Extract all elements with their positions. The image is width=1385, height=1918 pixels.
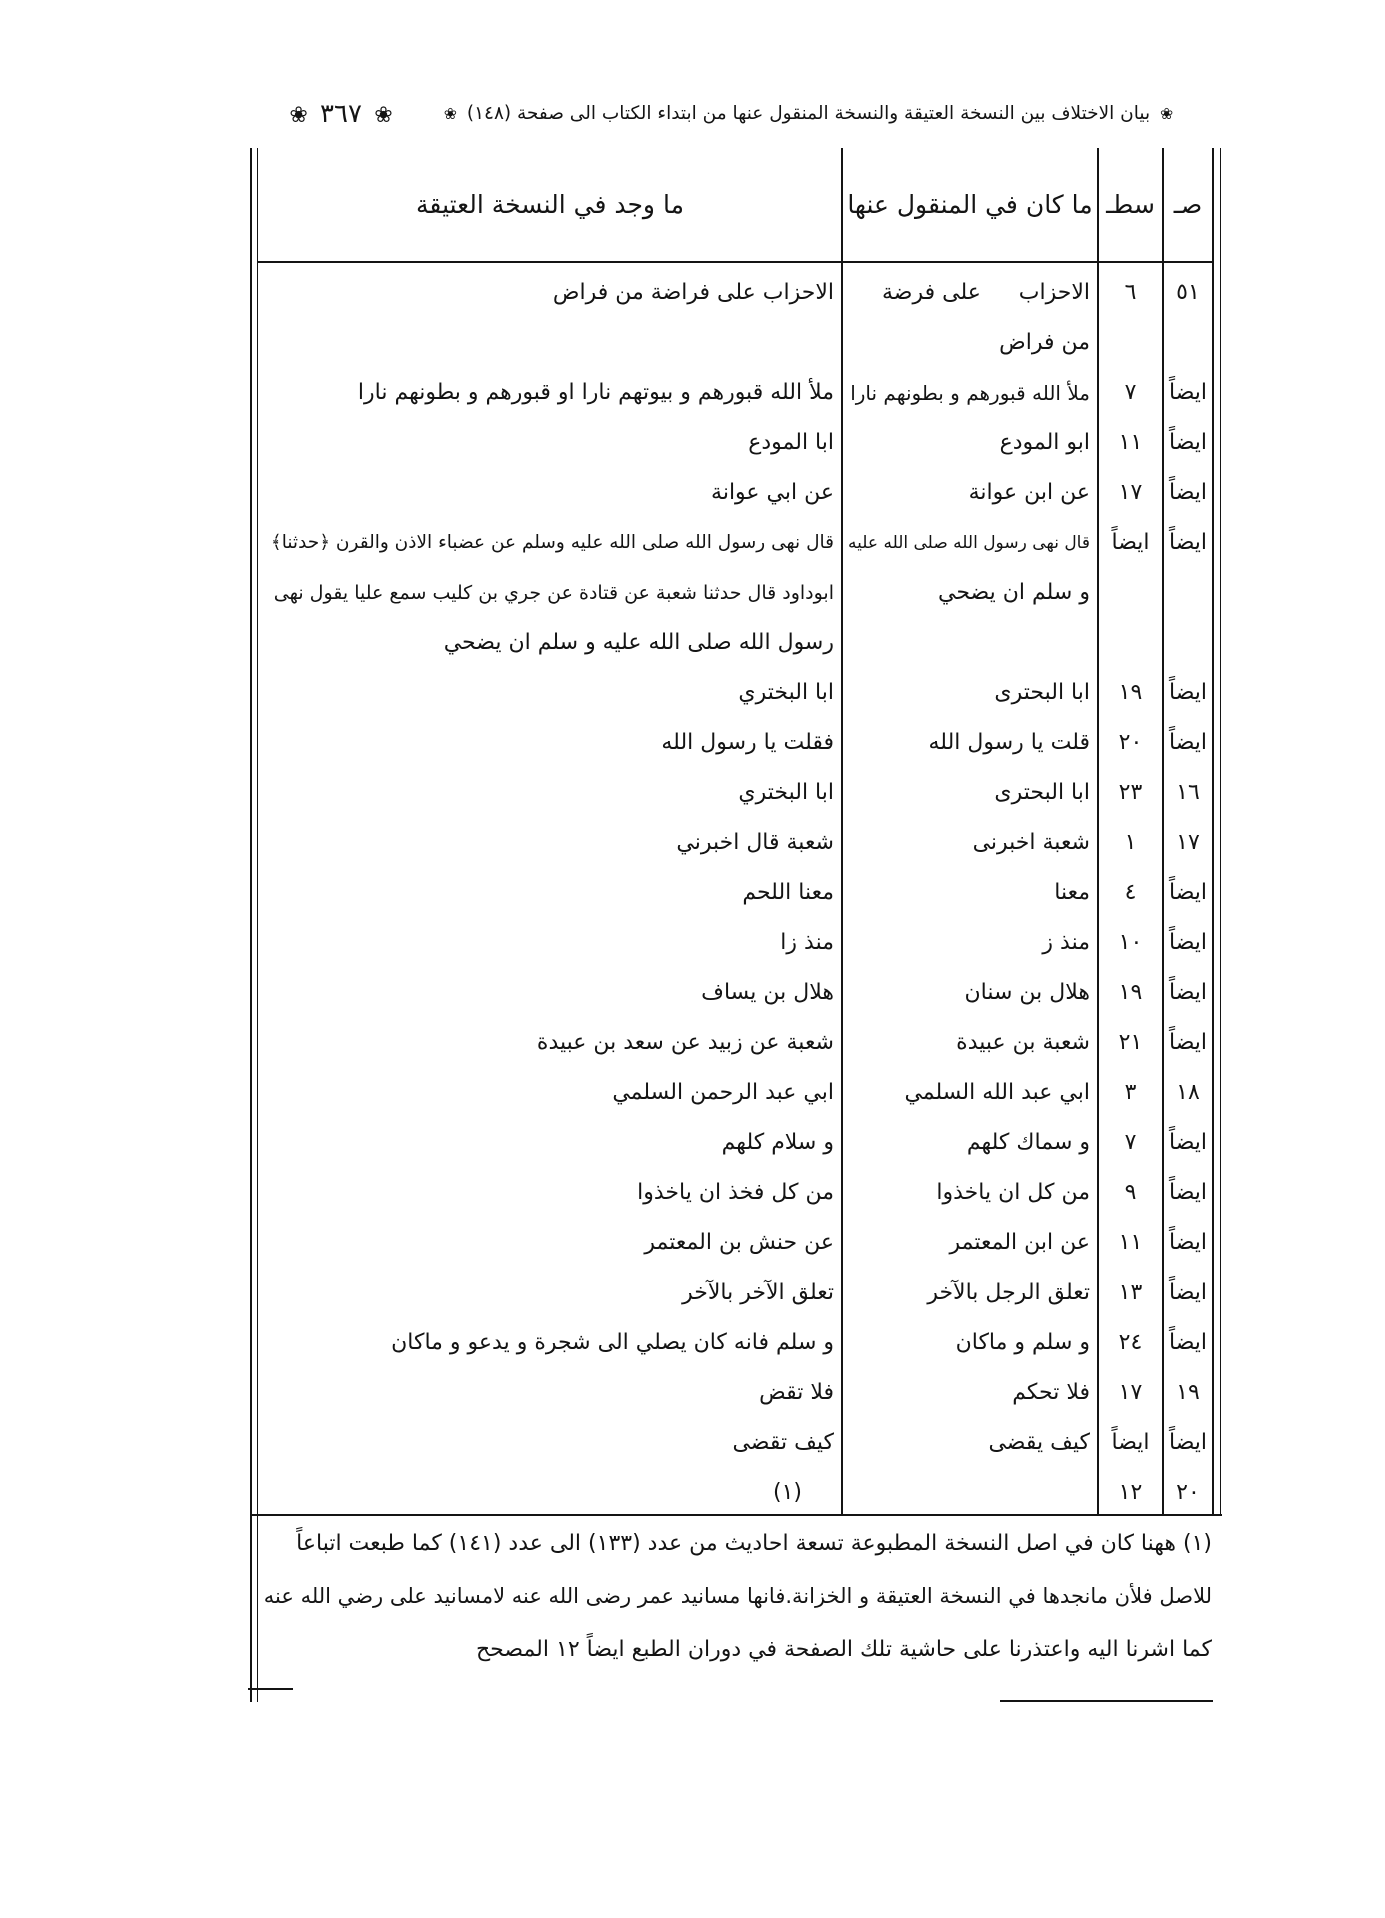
page-cell: ايضاً bbox=[1168, 380, 1208, 405]
line-cell: ايضاً bbox=[1111, 1430, 1150, 1455]
found-text-cell: تعلق الآخر بالآخر bbox=[682, 1280, 834, 1305]
table-row bbox=[258, 518, 1213, 568]
original-text-cell: تعلق الرجل بالآخر bbox=[927, 1280, 1090, 1305]
original-text-cell: ابو المودع bbox=[999, 430, 1090, 455]
original-text-cell: منذ ز bbox=[1042, 930, 1090, 955]
original-text-cell: شعبة اخبرنى bbox=[972, 830, 1090, 855]
found-text-cell: و سلام كلهم bbox=[721, 1130, 834, 1155]
line-cell: ٤ bbox=[1124, 880, 1137, 905]
original-text-cell: ابا البحترى bbox=[994, 680, 1090, 705]
found-text-cell: ابا البختري bbox=[738, 680, 834, 705]
line-cell: ٩ bbox=[1124, 1180, 1137, 1205]
page-bottom-rule-left bbox=[248, 1688, 293, 1690]
table-row bbox=[258, 1218, 1213, 1268]
table-row bbox=[258, 1168, 1213, 1218]
original-text-cell: عن ابن عوانة bbox=[968, 480, 1090, 505]
page-cell: ١٩ bbox=[1176, 1380, 1200, 1405]
line-cell: ١٩ bbox=[1118, 680, 1143, 705]
line-cell: ٢٠ bbox=[1118, 730, 1143, 755]
page-cell: ايضاً bbox=[1168, 930, 1208, 955]
line-cell: ١١ bbox=[1118, 1230, 1143, 1255]
original-text-part: على فرضة bbox=[882, 280, 981, 305]
table-row bbox=[258, 618, 1213, 668]
line-cell: ٧ bbox=[1124, 1130, 1137, 1155]
page-cell: ايضاً bbox=[1168, 980, 1208, 1005]
original-text-cell: فلا تحكم bbox=[1012, 1380, 1090, 1405]
page-number bbox=[255, 90, 427, 138]
page-cell: ايضاً bbox=[1168, 1280, 1208, 1305]
original-text-cell: كيف يقضى bbox=[988, 1430, 1090, 1455]
line-cell: ١٣ bbox=[1118, 1280, 1143, 1305]
table-row bbox=[258, 568, 1213, 618]
original-text-cell: عن ابن المعتمر bbox=[949, 1230, 1090, 1255]
table-row bbox=[258, 1318, 1213, 1368]
ornament-icon: ❀ bbox=[289, 103, 308, 128]
table-row bbox=[258, 1118, 1213, 1168]
original-text-cell bbox=[842, 268, 1098, 318]
found-text-cell: كيف تقضى bbox=[732, 1430, 834, 1455]
table-row bbox=[258, 868, 1213, 918]
table-row bbox=[258, 1418, 1213, 1468]
original-text-cell: من فراض bbox=[999, 330, 1090, 355]
table-row bbox=[258, 818, 1213, 868]
page-cell: ١٨ bbox=[1176, 1080, 1200, 1105]
page-cell bbox=[1163, 618, 1213, 668]
found-text-cell bbox=[258, 318, 842, 368]
page-cell: ٥١ bbox=[1176, 280, 1200, 305]
original-text-cell: شعبة بن عبيدة bbox=[956, 1030, 1090, 1055]
page-cell: ايضاً bbox=[1168, 1430, 1208, 1455]
line-cell: ١٧ bbox=[1118, 480, 1143, 505]
line-cell: ١٩ bbox=[1118, 980, 1143, 1005]
page-number-text: ٣٦٧ bbox=[320, 99, 362, 129]
found-text-cell: عن حنش بن المعتمر bbox=[644, 1230, 834, 1255]
page-cell: ايضاً bbox=[1168, 430, 1208, 455]
line-cell: ايضاً bbox=[1111, 530, 1150, 555]
original-text-cell: و سماك كلهم bbox=[966, 1130, 1090, 1155]
page-cell: ايضاً bbox=[1168, 1130, 1208, 1155]
table-row bbox=[258, 318, 1213, 368]
original-text-cell: معنا bbox=[1054, 880, 1090, 905]
line-cell: ٦ bbox=[1124, 280, 1137, 305]
table-row bbox=[258, 468, 1213, 518]
line-cell: ١١ bbox=[1118, 430, 1143, 455]
original-text-cell bbox=[842, 618, 1098, 668]
line-cell bbox=[1098, 568, 1163, 618]
found-text-cell: ابوداود قال حدثنا شعبة عن قتادة عن جري بن كليب سمع عليا يقول نهى bbox=[273, 582, 834, 604]
header-line: سطـ bbox=[1106, 190, 1155, 219]
found-text-cell: معنا اللحم bbox=[742, 880, 834, 905]
line-cell bbox=[1098, 618, 1163, 668]
found-text-cell: شعبة عن زبيد عن سعد بن عبيدة bbox=[536, 1030, 834, 1055]
original-text-cell: و سلم ان يضحي bbox=[938, 580, 1090, 605]
original-text-cell: ابا البحترى bbox=[994, 780, 1090, 805]
table-row bbox=[258, 718, 1213, 768]
header-original: ما كان في المنقول عنها bbox=[847, 190, 1093, 219]
table-row bbox=[258, 1068, 1213, 1118]
page-header-title bbox=[432, 90, 1185, 138]
left-border-outer bbox=[250, 148, 252, 1702]
table-row bbox=[258, 1468, 1213, 1518]
table-row bbox=[258, 918, 1213, 968]
table-body bbox=[258, 268, 1213, 1518]
table-row bbox=[258, 368, 1213, 418]
original-text-cell: من كل ان ياخذوا bbox=[936, 1180, 1090, 1205]
original-text-cell: قلت يا رسول الله bbox=[928, 730, 1090, 755]
found-text-cell: و سلم فانه كان يصلي الى شجرة و يدعو و ماكان bbox=[391, 1330, 834, 1355]
ornament-icon: ❀ bbox=[1160, 104, 1174, 123]
line-cell bbox=[1098, 318, 1163, 368]
found-text-cell: عن ابي عوانة bbox=[711, 480, 834, 505]
page-cell: ايضاً bbox=[1168, 730, 1208, 755]
line-cell: ٢٣ bbox=[1118, 780, 1143, 805]
found-text-cell: فلا تقض bbox=[759, 1380, 834, 1405]
found-text-cell: ابا البختري bbox=[738, 780, 834, 805]
page-cell: ايضاً bbox=[1168, 1180, 1208, 1205]
line-cell: ١٠ bbox=[1118, 930, 1143, 955]
page-cell: ايضاً bbox=[1168, 480, 1208, 505]
original-text-cell: هلال بن سنان bbox=[964, 980, 1090, 1005]
page-bottom-rule-right bbox=[1000, 1700, 1213, 1702]
line-cell: ١٢ bbox=[1118, 1480, 1143, 1505]
page-cell: ١٦ bbox=[1176, 780, 1200, 805]
table-row bbox=[258, 668, 1213, 718]
line-cell: ٢٤ bbox=[1118, 1330, 1143, 1355]
line-cell: ١ bbox=[1124, 830, 1137, 855]
page-cell bbox=[1163, 318, 1213, 368]
page-cell: ٢٠ bbox=[1176, 1480, 1200, 1505]
page-cell: ١٧ bbox=[1176, 830, 1200, 855]
footnote-line: للاصل فلأن مانجدها في النسخة العتيقة و الخزانة.فانها مسانيد عمر رضى الله عنه لامسانيد على رضي الله عنه bbox=[263, 1584, 1212, 1608]
table-row bbox=[258, 268, 1213, 318]
ornament-icon: ❀ bbox=[443, 104, 457, 123]
page-cell: ايضاً bbox=[1168, 530, 1208, 555]
original-text-cell: ابي عبد الله السلمي bbox=[904, 1080, 1090, 1105]
original-text-part: الاحزاب bbox=[1018, 280, 1090, 305]
original-text-cell: و سلم و ماكان bbox=[955, 1330, 1090, 1355]
right-border-outer bbox=[1220, 148, 1221, 1516]
footnote-line: كما اشرنا اليه واعتذرنا على حاشية تلك الصفحة في دوران الطبع ايضاً ١٢ المصحح bbox=[475, 1637, 1212, 1662]
line-cell: ٧ bbox=[1124, 380, 1137, 405]
found-text-cell: رسول الله صلى الله عليه و سلم ان يضحي bbox=[443, 630, 834, 655]
table-row bbox=[258, 968, 1213, 1018]
found-text-cell: شعبة قال اخبرني bbox=[676, 830, 834, 855]
original-text-cell bbox=[842, 1468, 1098, 1518]
found-text-cell: ملأ الله قبورهم و بيوتهم نارا او قبورهم و بطونهم نارا bbox=[357, 380, 834, 405]
found-text-cell: منذ زا bbox=[780, 930, 834, 955]
original-text-cell: ملأ الله قبورهم و بطونهم نارا bbox=[850, 381, 1090, 405]
found-text-cell: ابي عبد الرحمن السلمي bbox=[612, 1080, 834, 1105]
page-cell: ايضاً bbox=[1168, 1030, 1208, 1055]
line-cell: ١٧ bbox=[1118, 1380, 1143, 1405]
page-cell: ايضاً bbox=[1168, 1230, 1208, 1255]
table-row bbox=[258, 1018, 1213, 1068]
line-cell: ٣ bbox=[1124, 1080, 1137, 1105]
footnote-line: (١) ههنا كان في اصل النسخة المطبوعة تسعة احاديث من عدد (١٣٣) الى عدد (١٤١) كما طبعت اتباعاً bbox=[296, 1531, 1212, 1556]
table-row bbox=[258, 1268, 1213, 1318]
line-cell: ٢١ bbox=[1118, 1030, 1143, 1055]
page-cell: ايضاً bbox=[1168, 680, 1208, 705]
found-text-cell: ابا المودع bbox=[748, 430, 834, 455]
found-text-cell: (١) bbox=[772, 1480, 802, 1505]
page-cell: ايضاً bbox=[1168, 880, 1208, 905]
ornament-icon: ❀ bbox=[374, 103, 393, 128]
found-text-cell: قال نهى رسول الله صلى الله عليه وسلم عن عضباء الاذن والقرن ﴿حدثنا﴾ bbox=[270, 532, 834, 553]
found-text-cell: الاحزاب على فراضة من فراض bbox=[552, 280, 834, 305]
header-rule bbox=[258, 261, 1213, 263]
header-title-text: بيان الاختلاف بين النسخة العتيقة والنسخة المنقول عنها من ابتداء الكتاب الى صفحة (١٤٨) bbox=[466, 103, 1151, 124]
found-text-cell: هلال بن يساف bbox=[701, 980, 834, 1005]
table-row bbox=[258, 768, 1213, 818]
page-cell: ايضاً bbox=[1168, 1330, 1208, 1355]
found-text-cell: من كل فخذ ان ياخذوا bbox=[637, 1180, 834, 1205]
table-header bbox=[258, 150, 1213, 260]
found-text-cell: فقلت يا رسول الله bbox=[661, 730, 834, 755]
header-page: صـ bbox=[1173, 190, 1203, 219]
header-found: ما وجد في النسخة العتيقة bbox=[416, 190, 684, 219]
original-text-cell: قال نهى رسول الله صلى الله عليه bbox=[848, 533, 1090, 553]
page-cell bbox=[1163, 568, 1213, 618]
table-row bbox=[258, 418, 1213, 468]
table-row bbox=[258, 1368, 1213, 1418]
